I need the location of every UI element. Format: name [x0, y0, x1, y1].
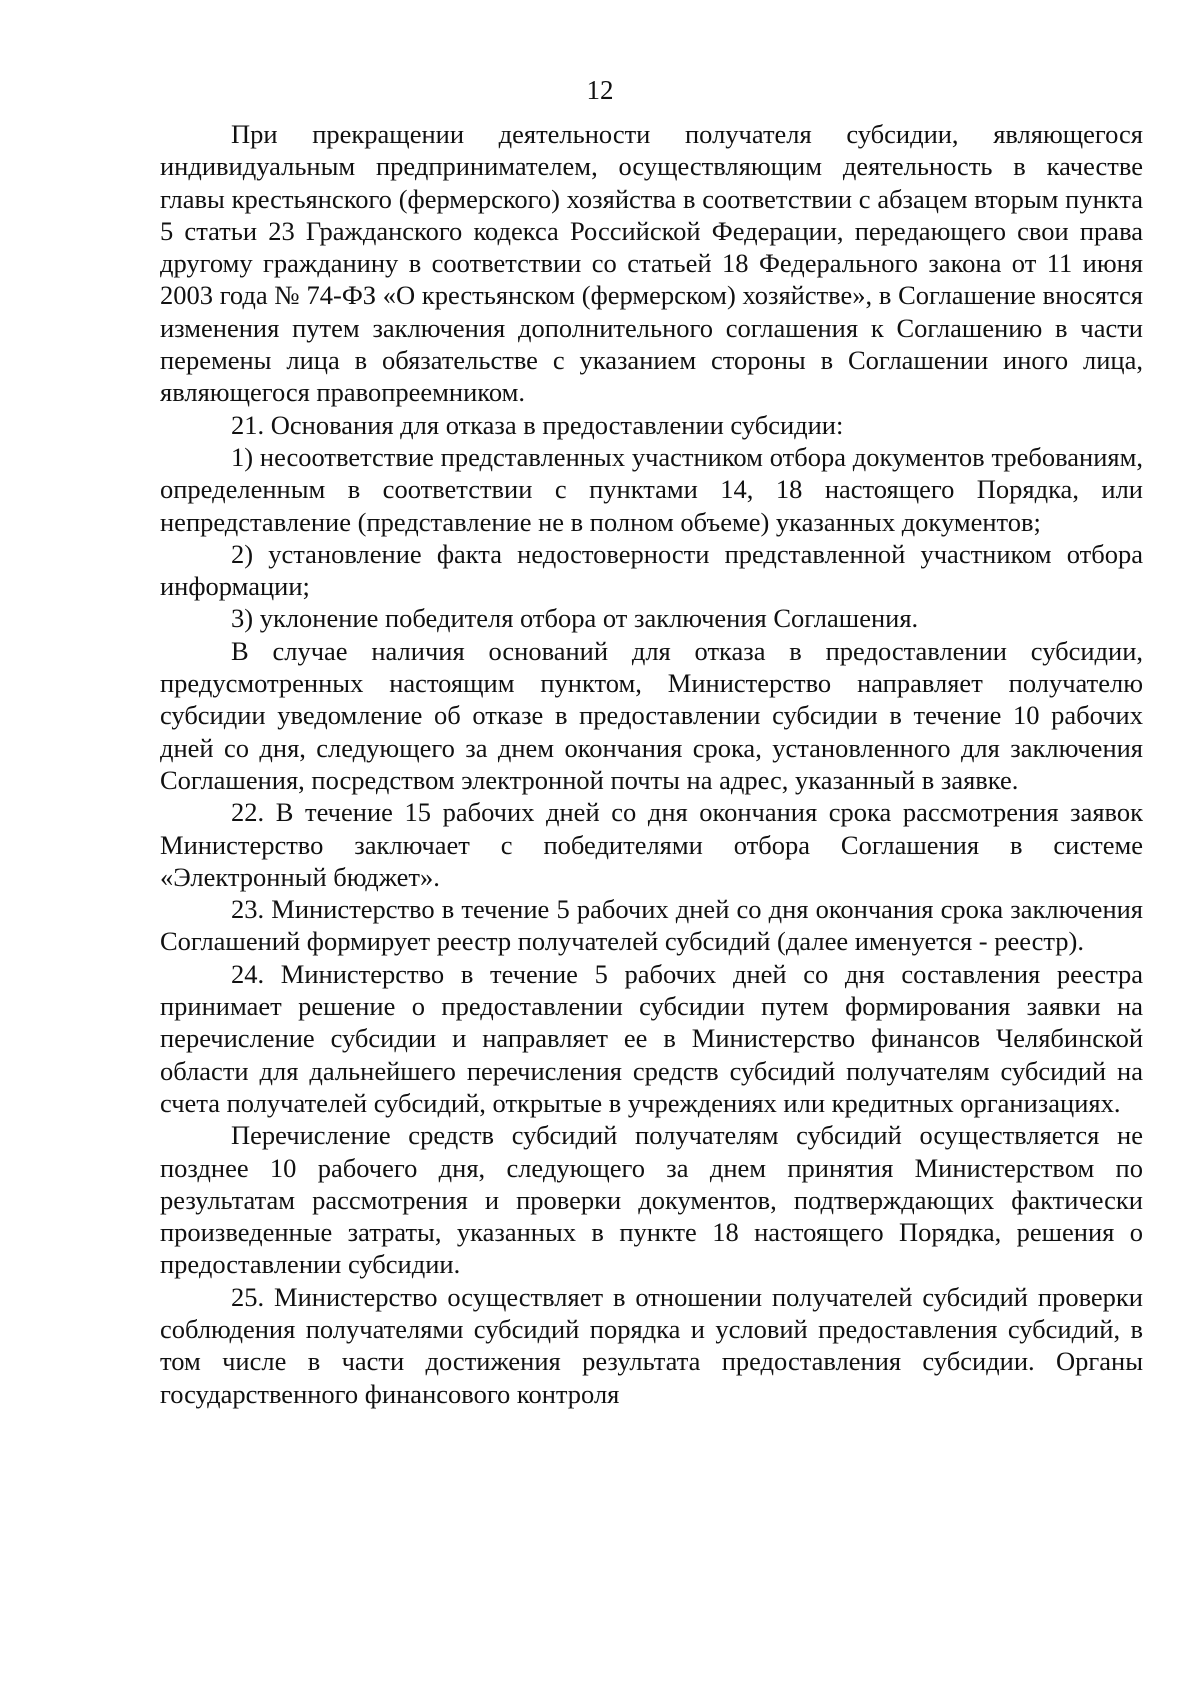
paragraph-refusal-notice: В случае наличия оснований для отказа в предоставлении субсидии, предусмотренных настоящим пунктом, Министерство направляет получателю субсидии уведомление об отказе в предоставлении субсидии в течение 10 рабочих дней со дня, следующего за днем окончания срока, установленного для заключения Соглашения, посредством электронной почты на адрес, указанный в заявке. — [160, 635, 1143, 795]
paragraph-transfer: Перечисление средств субсидий получателям субсидий осуществляется не позднее 10 рабочего дня, следующего за днем принятия Министерством по результатам рассмотрения и проверки документов, подтверждающих фактически произведенные затраты, указанных в пункте 18 настоящего Порядка, решения о предоставлении субсидии. — [160, 1120, 1143, 1280]
paragraph-25: 25. Министерство осуществляет в отношении получателей субсидий проверки соблюдения получателями субсидий порядка и условий предоставления субсидий, в том числе в части достижения результата предоставления субсидии. Органы государственного финансового контроля — [160, 1281, 1143, 1409]
paragraph-farm-succession: При прекращении деятельности получателя субсидии, являющегося индивидуальным предпринимателем, осуществляющим деятельность в качестве главы крестьянского (фермерского) хозяйства в соответствии с абзацем вторым пункта 5 статьи 23 Гражданского кодекса Российской Федерации, передающего свои права другому гражданину в соответствии со статьей 18 Федерального закона от 11 июня 2003 года № 74-ФЗ «О крестьянском (фермерском) хозяйстве», в Соглашение вносятся изменения путем заключения дополнительного соглашения к Соглашению в части перемены лица в обязательстве с указанием стороны в Соглашении иного лица, являющегося правопреемником. — [160, 119, 1143, 408]
page-number: 12 — [586, 75, 614, 105]
paragraph-21-item-2: 2) установление факта недостоверности представленной участником отбора информации; — [160, 538, 1143, 602]
paragraph-21-item-3: 3) уклонение победителя отбора от заключения Соглашения. — [231, 603, 919, 634]
paragraph-21-heading: 21. Основания для отказа в предоставлении субсидии: — [231, 409, 844, 440]
paragraph-22: 22. В течение 15 рабочих дней со дня окончания срока рассмотрения заявок Министерство заключает с победителями отбора Соглашения в системе «Электронный бюджет». — [160, 797, 1143, 892]
paragraph-23: 23. Министерство в течение 5 рабочих дней со дня окончания срока заключения Соглашений формирует реестр получателей субсидий (далее именуется - реестр). — [160, 894, 1143, 957]
paragraph-21-item-1: 1) несоответствие представленных участником отбора документов требованиям, определенным в соответствии с пунктами 14, 18 настоящего Порядка, или непредставление (представление не в полном объеме) указанных документов; — [160, 441, 1143, 537]
paragraph-24: 24. Министерство в течение 5 рабочих дней со дня составления реестра принимает решение о предоставлении субсидии путем формирования заявки на перечисление субсидии и направляет ее в Министерство финансов Челябинской области для дальнейшего перечисления средств субсидий получателям субсидий на счета получателей субсидий, открытые в учреждениях или кредитных организациях. — [160, 958, 1143, 1118]
document-body — [160, 118, 1143, 1410]
